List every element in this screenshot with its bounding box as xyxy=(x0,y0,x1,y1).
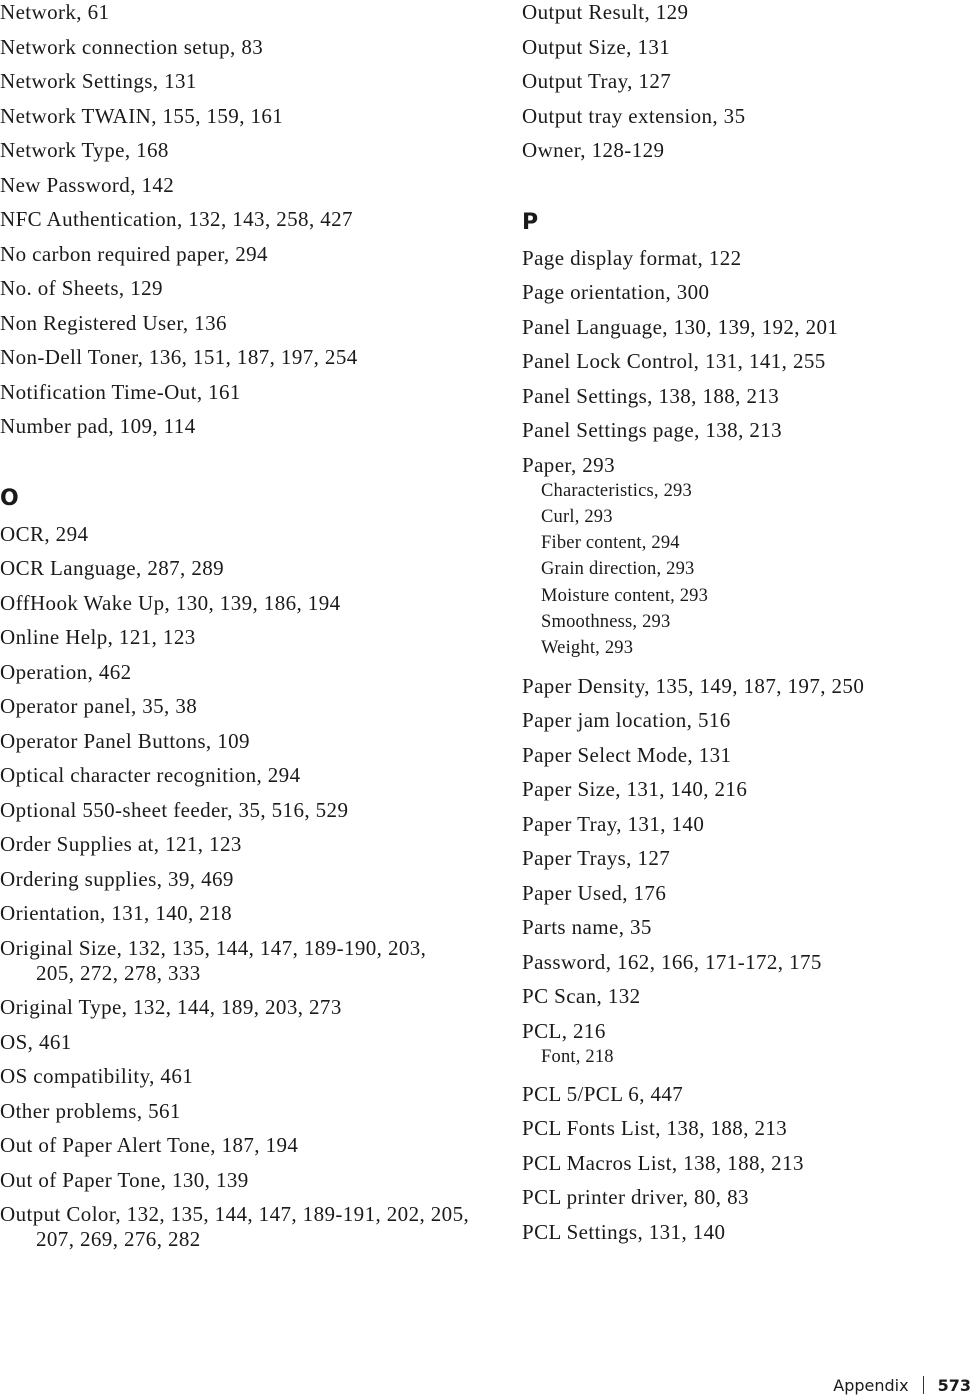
index-entry: Paper, 293 xyxy=(522,452,615,477)
index-entry: Network, 61 xyxy=(0,0,110,24)
index-entry: Paper Used, 176 xyxy=(522,880,667,905)
index-entry: Paper Tray, 131, 140 xyxy=(522,811,705,836)
index-column-right xyxy=(522,0,962,1254)
index-entry: Paper Select Mode, 131 xyxy=(522,742,732,767)
index-entry: PCL Macros List, 138, 188, 213 xyxy=(522,1150,804,1175)
index-entry: No. of Sheets, 129 xyxy=(0,276,163,300)
index-entry: PCL Fonts List, 138, 188, 213 xyxy=(522,1116,788,1141)
index-entry: Operator panel, 35, 38 xyxy=(0,694,198,718)
index-entry: Online Help, 121, 123 xyxy=(0,625,196,649)
index-subentry: Curl, 293 xyxy=(541,506,613,527)
index-subentry: Grain direction, 293 xyxy=(541,559,695,580)
index-column-left xyxy=(0,0,470,1262)
index-entry: Panel Settings page, 138, 213 xyxy=(522,418,783,442)
index-entry: Non-Dell Toner, 136, 151, 187, 197, 254 xyxy=(0,345,358,369)
index-entry: Panel Lock Control, 131, 141, 255 xyxy=(522,349,826,373)
index-entry: New Password, 142 xyxy=(0,172,175,197)
page-number: 573 xyxy=(937,1375,971,1395)
index-entry: PCL Settings, 131, 140 xyxy=(522,1219,726,1244)
index-entry: PCL, 216 xyxy=(522,1018,606,1043)
index-entry: Paper Size, 131, 140, 216 xyxy=(522,777,748,802)
index-entry: Paper Density, 135, 149, 187, 197, 250 xyxy=(522,673,865,698)
page-footer xyxy=(833,1374,971,1396)
index-entry: OffHook Wake Up, 130, 139, 186, 194 xyxy=(0,590,341,615)
index-entry: OCR, 294 xyxy=(0,521,89,546)
index-entry: Output Color, 132, 135, 144, 147, 189-191, 202, 205, 207, 269, 276, 282 xyxy=(0,1202,470,1251)
index-subentry: Characteristics, 293 xyxy=(541,480,692,501)
index-entry: Parts name, 35 xyxy=(522,915,652,940)
index-entry: PCL 5/PCL 6, 447 xyxy=(522,1081,684,1106)
index-subentry: Weight, 293 xyxy=(541,638,634,659)
index-entry: No carbon required paper, 294 xyxy=(0,241,268,266)
section-gap xyxy=(0,449,470,486)
index-entry: Panel Language, 130, 139, 192, 201 xyxy=(522,314,839,339)
index-entry: Page orientation, 300 xyxy=(522,280,710,304)
index-entry: Output Result, 129 xyxy=(522,0,689,24)
index-entry: Out of Paper Alert Tone, 187, 194 xyxy=(0,1133,299,1157)
index-entry: OS, 461 xyxy=(0,1029,72,1054)
index-entry: Network TWAIN, 155, 159, 161 xyxy=(0,103,284,128)
index-entry: Operation, 462 xyxy=(0,659,132,684)
index-subentries xyxy=(522,1044,962,1070)
index-entry: Output Size, 131 xyxy=(522,34,671,59)
index-entry: Notification Time-Out, 161 xyxy=(0,379,241,404)
index-entry: Network Settings, 131 xyxy=(0,69,197,93)
index-entry: Owner, 128-129 xyxy=(522,138,665,162)
index-entry: Optional 550-sheet feeder, 35, 516, 529 xyxy=(0,797,349,822)
index-entry: Orientation, 131, 140, 218 xyxy=(0,901,233,925)
index-entry: Operator Panel Buttons, 109 xyxy=(0,728,250,753)
index-entry: Page display format, 122 xyxy=(522,245,742,270)
index-entry: Password, 162, 166, 171-172, 175 xyxy=(522,949,822,974)
index-entry: Original Type, 132, 144, 189, 203, 273 xyxy=(0,995,342,1019)
section-gap xyxy=(522,173,962,210)
index-entry: Network Type, 168 xyxy=(0,138,169,162)
index-entry: Ordering supplies, 39, 469 xyxy=(0,866,234,891)
index-subentries xyxy=(522,478,962,662)
index-entry: Output Tray, 127 xyxy=(522,69,672,93)
index-entry: Other problems, 561 xyxy=(0,1098,181,1123)
index-entry: Original Size, 132, 135, 144, 147, 189-190, 203, 205, 272, 278, 333 xyxy=(0,935,427,985)
index-entry: Non Registered User, 136 xyxy=(0,310,227,335)
section-heading: O xyxy=(0,485,19,511)
index-entry: PC Scan, 132 xyxy=(522,984,641,1009)
footer-divider xyxy=(923,1376,924,1394)
index-entry: OCR Language, 287, 289 xyxy=(0,556,225,580)
index-entry: OS compatibility, 461 xyxy=(0,1064,194,1088)
index-subentry: Moisture content, 293 xyxy=(541,585,709,606)
index-entry: NFC Authentication, 132, 143, 258, 427 xyxy=(0,207,353,231)
index-entry: Paper Trays, 127 xyxy=(522,846,671,871)
index-entry: Out of Paper Tone, 130, 139 xyxy=(0,1167,249,1192)
footer-section-label: Appendix xyxy=(833,1375,909,1395)
index-subentry: Smoothness, 293 xyxy=(541,611,671,632)
index-entry: Panel Settings, 138, 188, 213 xyxy=(522,383,780,408)
index-subentry: Fiber content, 294 xyxy=(541,533,680,554)
index-entry: Output tray extension, 35 xyxy=(522,103,746,128)
section-heading: P xyxy=(522,209,539,235)
index-entry: Optical character recognition, 294 xyxy=(0,763,301,787)
index-subentry: Font, 218 xyxy=(541,1046,614,1067)
index-entry: Order Supplies at, 121, 123 xyxy=(0,832,242,856)
index-entry: Paper jam location, 516 xyxy=(522,708,731,733)
index-entry: Network connection setup, 83 xyxy=(0,34,264,59)
index-entry: PCL printer driver, 80, 83 xyxy=(522,1185,749,1210)
index-entry: Number pad, 109, 114 xyxy=(0,414,196,438)
